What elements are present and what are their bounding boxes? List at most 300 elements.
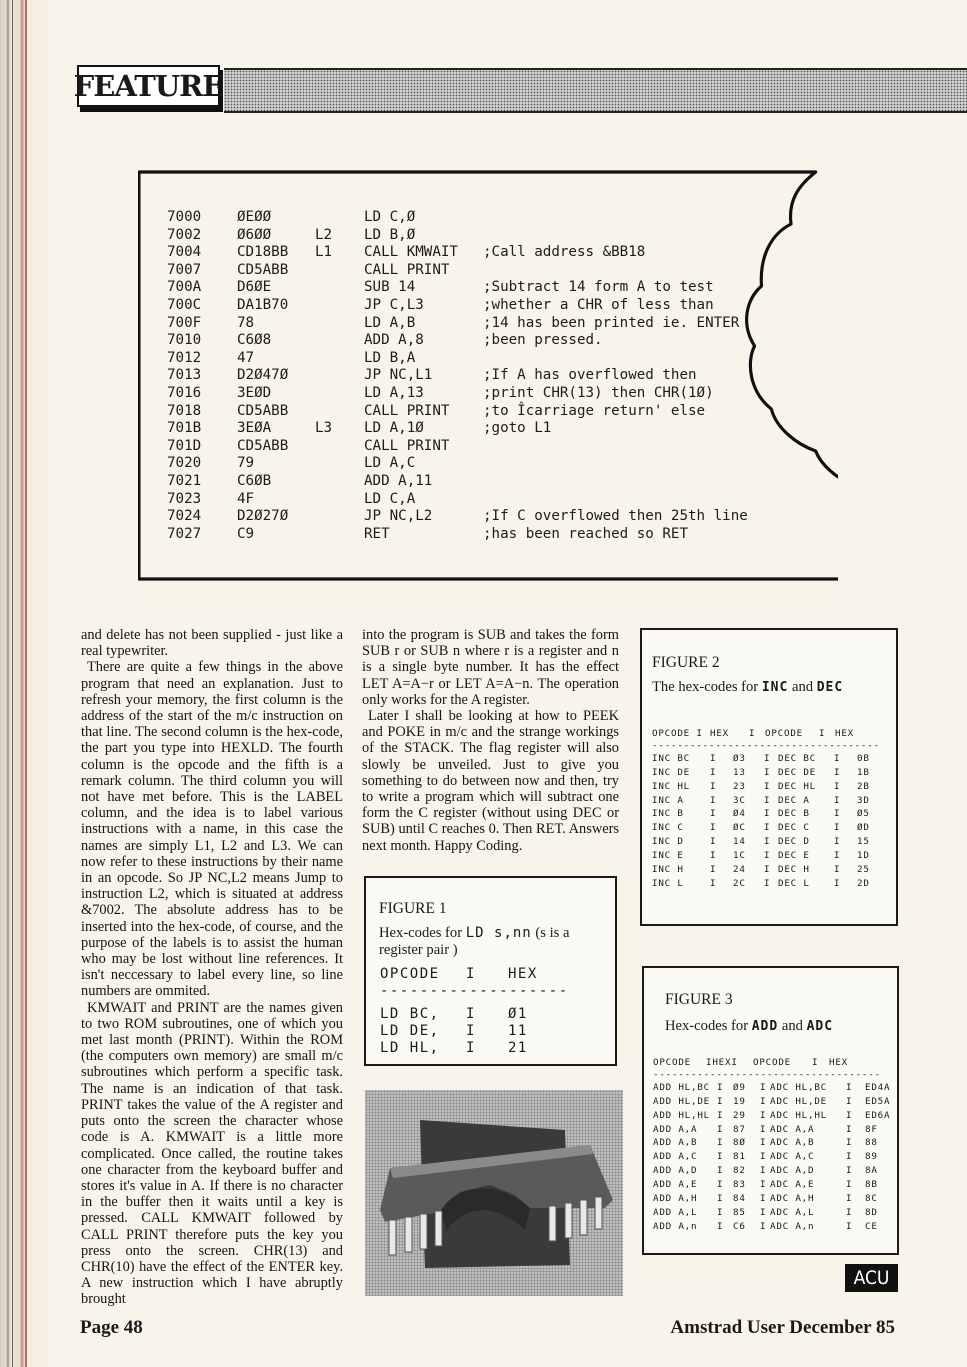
hex-cell: 13 [733,766,746,778]
hex-cell: 8D [865,1206,878,1218]
opcode-cell: DEC H [778,864,810,876]
code-address: 7012 [167,349,202,366]
code-opcode: LD A,B [364,314,416,331]
opcode-cell: ADD A,A [653,1123,698,1135]
opcode-cell: ADD A,D [653,1165,698,1177]
publication-footer: Amstrad User December 85 [670,1317,895,1338]
opcode-cell: DEC D [778,836,810,848]
code-hex: 4F [237,490,255,507]
code-hex: CD5ABB [237,261,289,278]
chip-drawing [365,1090,623,1296]
table-row [652,794,888,808]
column-header: I [749,728,756,739]
hex-cell: Ø3 [733,752,746,764]
code-opcode: LD C,Ø [364,209,416,225]
separator-cell: I [834,877,841,889]
hex-cell: 24 [733,864,746,876]
separator-cell: I [846,1151,853,1163]
separator-cell: I [764,850,771,862]
opcode-cell: ADD A,n [653,1220,698,1232]
separator-cell: I [466,1023,476,1039]
code-address: 7018 [167,402,202,419]
opcode-cell: LD BC, [380,1006,440,1022]
separator-cell: I [710,752,717,764]
caption-code: DEC [816,680,844,695]
hex-cell: 25 [857,864,870,876]
table-row [380,1023,570,1040]
table-row [652,780,888,794]
figure-caption [379,925,604,959]
separator-cell: I [710,766,717,778]
code-address: 700C [167,296,202,313]
separator-cell: I [834,780,841,792]
separator-cell: I [760,1220,767,1232]
paragraph: into the program is SUB and takes the form SUB r or SUB n where r is a register and n is a single byte number. It has the effect LET A=A−r or LET A=A−n. The operation only works for the A register. [362,627,619,708]
separator-cell: I [760,1165,767,1177]
code-address: 7023 [167,490,202,507]
separator-cell: I [717,1109,724,1121]
hex-cell: 8F [865,1123,878,1135]
opcode-cell: ADC A,A [770,1123,815,1135]
opcode-cell: ADC A,H [770,1193,815,1205]
code-remark: ;whether a CHR of less than [483,296,714,313]
hex-cell: 19 [733,1095,746,1107]
code-address: 7021 [167,472,202,489]
code-opcode: LD C,A [364,490,416,507]
column-header: OPCODE [753,1057,791,1068]
separator-cell: I [764,794,771,806]
code-remark: ;Call address &BB18 [483,244,646,261]
hex-cell: 3D [857,794,870,806]
figure-title: FIGURE 2 [652,654,720,671]
separator-cell: I [764,836,771,848]
column-header: OPCODE [653,1057,691,1068]
separator-cell: I [834,850,841,862]
table-row [653,1220,889,1234]
code-remark: ;Subtract 14 form A to test [483,279,714,296]
table-row [653,1136,889,1150]
code-opcode: CALL PRINT [364,402,450,419]
opcode-cell: DEC C [778,822,810,834]
table-row [652,821,888,835]
table-row [652,877,888,891]
figure-3 [642,966,899,1255]
opcode-cell: ADC HL,BC [770,1081,827,1093]
opcode-cell: ADD A,L [653,1206,698,1218]
hex-cell: CE [865,1220,878,1232]
figure-2 [640,628,898,926]
code-hex: CD5ABB [237,437,289,454]
opcode-cell: INC B [652,808,684,820]
opcode-cell: ADC HL,DE [770,1095,827,1107]
code-remark: ;has been reached so RET [483,525,688,542]
hex-cell: ED6A [865,1109,891,1121]
table-row [652,807,888,821]
table-row [653,1178,889,1192]
column-header: HEX [508,966,538,982]
table-row [653,1164,889,1178]
separator-cell: I [760,1123,767,1135]
separator-cell: I [834,864,841,876]
table-header [653,1056,889,1070]
opcode-cell: ADD A,E [653,1179,698,1191]
hex-cell: Ø4 [733,808,746,820]
opcode-cell: ADD A,H [653,1193,698,1205]
section-header-band [224,68,967,113]
separator-cell: I [834,794,841,806]
opcode-cell: ADD HL,DE [653,1095,710,1107]
hex-cell: 21 [508,1040,528,1056]
separator-cell: I [764,766,771,778]
separator-cell: I [717,1179,724,1191]
binding-line [25,0,27,1367]
hex-cell: ED5A [865,1095,891,1107]
code-address: 7007 [167,261,202,278]
separator-cell: I [710,780,717,792]
code-opcode: LD A,C [364,455,416,472]
opcode-cell: ADC A,n [770,1220,815,1232]
code-hex: Ø6ØØ [237,226,272,243]
column-header: I [819,728,826,739]
code-hex: 79 [237,455,255,472]
code-opcode: CALL KMWAIT [364,244,458,261]
opcode-cell: ADD HL,HL [653,1109,710,1121]
hex-cell: ED4A [865,1081,891,1093]
separator-cell: I [764,877,771,889]
opcode-cell: DEC HL [778,780,816,792]
separator-cell: I [466,1006,476,1022]
hex-cell: 8C [865,1193,878,1205]
caption-code: ADC [806,1019,834,1034]
hex-cell: 85 [733,1206,746,1218]
opcode-cell: DEC E [778,850,810,862]
column-header: OPCODE [380,966,440,982]
section-label-text: FEATURE [73,69,224,103]
hex-cell: ØC [733,822,746,834]
separator-cell: I [717,1123,724,1135]
hex-cell: 8A [865,1165,878,1177]
figure-1 [364,876,617,1066]
code-remark: ;If C overflowed then 25th line [483,508,748,525]
opcode-cell: INC D [652,836,684,848]
code-opcode: JP C,L3 [364,296,424,313]
table-row [380,1006,570,1023]
code-remark: ;goto L1 [483,420,552,437]
opcode-cell: DEC A [778,794,810,806]
opcode-cell: DEC DE [778,766,816,778]
hex-cell: C6 [733,1220,746,1232]
code-address: 7002 [167,226,202,243]
separator-cell: I [834,836,841,848]
separator-cell: I [760,1179,767,1191]
code-hex: 78 [237,314,255,331]
opcode-cell: ADD A,C [653,1151,698,1163]
opcode-cell: INC H [652,864,684,876]
publisher-badge: ACU [845,1264,898,1292]
code-hex: DA1B70 [237,296,289,313]
hex-cell: 2B [857,780,870,792]
separator-cell: I [717,1220,724,1232]
code-address: 700F [167,314,202,331]
caption-code: ADD [751,1019,779,1034]
code-opcode: ADD A,11 [364,472,433,489]
figure-title: FIGURE 3 [665,991,733,1008]
column-header: I [812,1057,819,1068]
table-divider: ------------------- [380,983,569,999]
code-hex: D6ØE [237,279,272,296]
opcode-cell: INC A [652,794,684,806]
separator-cell: I [764,822,771,834]
caption-text: (s is a register pair ) [379,925,570,958]
code-opcode: LD A,13 [364,384,424,401]
separator-cell: I [710,808,717,820]
caption-text: and [781,1018,803,1034]
code-address: 7010 [167,332,202,349]
separator-cell: I [764,780,771,792]
code-opcode: LD B,A [364,349,416,366]
figure-2-table [652,727,888,891]
code-hex: D2Ø47Ø [237,367,289,384]
caption-text: The hex-codes for [652,679,759,695]
code-hex: C9 [237,525,255,542]
separator-cell: I [466,1040,476,1056]
code-address: 7024 [167,508,202,525]
opcode-cell: DEC L [778,877,810,889]
table-row [653,1081,889,1095]
code-opcode: SUB 14 [364,279,416,296]
code-label: L1 [315,244,333,261]
opcode-cell: DEC BC [778,752,816,764]
code-hex: 3EØD [237,384,272,401]
code-address: 7027 [167,525,202,542]
separator-cell: I [710,864,717,876]
code-hex: CD18BB [237,244,289,261]
table-header [380,966,570,983]
separator-cell: I [846,1109,853,1121]
table-row [653,1109,889,1123]
code-opcode: LD B,Ø [364,226,416,243]
table-row [652,863,888,877]
hex-cell: ØD [857,822,870,834]
hex-cell: 8Ø [733,1137,746,1149]
code-opcode: CALL PRINT [364,261,450,278]
figure-caption [652,679,892,696]
caption-text: Hex-codes for [379,925,463,941]
hex-cell: Ø5 [857,808,870,820]
hex-cell: 89 [865,1151,878,1163]
opcode-cell: ADC HL,HL [770,1109,827,1121]
hex-cell: 14 [733,836,746,848]
table-row [653,1206,889,1220]
caption-code: LD s,nn [465,925,532,941]
table-divider: ------------------------------------ [653,1069,881,1080]
code-hex: 3EØA [237,420,272,437]
hex-cell: 83 [733,1179,746,1191]
page-binding-edge [0,0,52,1367]
hex-cell: 1D [857,850,870,862]
caption-text: and [791,679,814,695]
code-remark: ;been pressed. [483,332,603,349]
code-opcode: RET [364,525,390,542]
opcode-cell: INC L [652,877,684,889]
hex-cell: 0B [857,752,870,764]
code-label: L2 [315,226,333,243]
table-row [652,766,888,780]
table-row [652,752,888,766]
opcode-cell: INC E [652,850,684,862]
separator-cell: I [717,1165,724,1177]
separator-cell: I [846,1206,853,1218]
code-opcode: JP NC,L1 [364,367,433,384]
column-header: IHEXI [706,1057,738,1068]
opcode-cell: INC C [652,822,684,834]
code-label: L3 [315,420,333,437]
opcode-cell: INC HL [652,780,690,792]
code-address: 701D [167,437,202,454]
hex-cell: 1C [733,850,746,862]
separator-cell: I [760,1095,767,1107]
separator-cell: I [717,1081,724,1093]
code-hex: ØEØØ [237,209,272,225]
separator-cell: I [764,808,771,820]
opcode-cell: DEC B [778,808,810,820]
table-row [652,835,888,849]
section-label [73,65,224,107]
separator-cell: I [717,1151,724,1163]
paragraph: There are quite a few things in the above program that need an explanation. Just to refresh your memory, the first column is the address of the start of the m/c instruction on that line. The second column is the hex-code, the part you type into HEXLD. The fourth column is the opcode and the fifth is a remark column. The third column you will not have met before. This is the LABEL column, and the idea is to label various instructions with a name, in this case the names are simply L1, L2 and L3. We can now refer to these instructions by their name in an opcode. So JP NC,L2 means Jump to instruction L2, which is situated at address &7002. The absolute address has to be inserted into the hex-code, of course, and the purpose of the labels is to assist the human who may be lost without line references. It isn't neccessary to label every line, so line numbers are ommited. [81,659,343,1000]
code-address: 7000 [167,209,202,225]
paragraph: Later I shall be looking at how to PEEK and POKE in m/c and the strange workings of the STACK. The flag register will also slowly be unveiled. Just to give you something to do between now and then, try to write a program which will subtract one form the C register (without using DEC or SUB) until C reaches 0. Then RET. Answers next month. Happy Coding. [362,708,619,854]
separator-cell: I [834,808,841,820]
code-address: 7020 [167,455,202,472]
code-opcode: ADD A,8 [364,332,424,349]
paragraph: KMWAIT and PRINT are the names given to two ROM subroutines, one of which you met last month (PRINT). Within the ROM (the computers own memory) are small m/c subroutines which perform a specific task. The name is an indication of that task. PRINT takes the value of the A register and puts onto the screen the character whose code is A. KMWAIT is a little more complicated. Once called, the routine takes one character from the keyboard buffer and stores it's value in A. If there is no character in the buffer then it waits until a key is pressed. CALL KMWAIT followed by CALL PRINT therefore puts the key you press onto the screen. CHR(13) and CHR(10) have the effect of the ENTER key. A new instruction which I have abruptly brought [81,999,343,1308]
table-row [653,1123,889,1137]
separator-cell: I [834,766,841,778]
separator-cell: I [717,1137,724,1149]
code-hex: C6Ø8 [237,332,272,349]
column-header: OPCODE [765,728,803,739]
caption-code: INC [761,680,789,695]
column-header: HEX [835,728,854,739]
code-opcode: JP NC,L2 [364,508,433,525]
binding-line [12,0,13,1367]
opcode-cell: LD DE, [380,1023,440,1039]
opcode-cell: ADD A,B [653,1137,698,1149]
hex-cell: 8B [865,1179,878,1191]
hex-cell: 88 [865,1137,878,1149]
figure-3-rows [653,1081,889,1234]
hex-cell: 15 [857,836,870,848]
article-column-2 [362,627,619,854]
column-header: HEX [829,1057,848,1068]
separator-cell: I [846,1081,853,1093]
opcode-cell: INC BC [652,752,690,764]
code-address: 7013 [167,367,202,384]
hex-cell: 81 [733,1151,746,1163]
page-number: Page 48 [80,1317,143,1338]
code-address: 7004 [167,244,202,261]
code-address: 7016 [167,384,202,401]
code-remark: ;14 has been printed ie. ENTER [483,314,740,331]
table-row [380,1040,570,1057]
hex-cell: Ø9 [733,1081,746,1093]
opcode-cell: LD HL, [380,1040,440,1056]
separator-cell: I [717,1095,724,1107]
table-row [652,849,888,863]
hex-cell: 87 [733,1123,746,1135]
code-hex: 47 [237,349,255,366]
separator-cell: I [834,822,841,834]
code-hex: CD5ABB [237,402,289,419]
column-header: OPCODE I [652,728,703,739]
hex-cell: 2C [733,877,746,889]
opcode-cell: ADD HL,BC [653,1081,710,1093]
separator-cell: I [846,1165,853,1177]
separator-cell: I [846,1123,853,1135]
table-divider: ------------------------------------ [652,740,880,751]
separator-cell: I [760,1109,767,1121]
article-column-1 [81,627,343,1308]
column-header: HEX [710,728,729,739]
hex-cell: 11 [508,1023,528,1039]
code-opcode: LD A,1Ø [364,420,424,437]
hex-cell: 23 [733,780,746,792]
code-hex: D2Ø27Ø [237,508,289,525]
separator-cell: I [710,850,717,862]
hex-cell: Ø1 [508,1006,528,1022]
separator-cell: I [710,877,717,889]
code-opcode: CALL PRINT [364,437,450,454]
hex-cell: 3C [733,794,746,806]
code-remark: ;If A has overflowed then [483,367,697,384]
separator-cell: I [834,752,841,764]
separator-cell: I [764,752,771,764]
separator-cell: I [764,864,771,876]
opcode-cell: ADC A,L [770,1206,815,1218]
figure-caption [665,1018,895,1035]
figure-title: FIGURE 1 [379,900,447,917]
code-address: 700A [167,279,202,296]
separator-cell: I [717,1193,724,1205]
column-header: I [466,966,476,982]
hex-cell: 82 [733,1165,746,1177]
paragraph: and delete has not been supplied - just like a real typewriter. [81,627,343,660]
code-address: 701B [167,420,202,437]
table-header [652,727,888,741]
separator-cell: I [846,1137,853,1149]
separator-cell: I [710,822,717,834]
separator-cell: I [760,1193,767,1205]
separator-cell: I [760,1081,767,1093]
hex-cell: 2D [857,877,870,889]
hex-cell: 84 [733,1193,746,1205]
separator-cell: I [760,1137,767,1149]
separator-cell: I [846,1220,853,1232]
code-hex: C6ØB [237,472,272,489]
separator-cell: I [846,1179,853,1191]
separator-cell: I [846,1095,853,1107]
separator-cell: I [846,1193,853,1205]
code-remark: ;to Îcarriage return' else [483,402,706,419]
chip-illustration [365,1090,623,1296]
figure-1-table [380,966,570,1057]
separator-cell: I [760,1151,767,1163]
table-row [653,1095,889,1109]
opcode-cell: ADC A,C [770,1151,815,1163]
hex-cell: 29 [733,1109,746,1121]
caption-text: Hex-codes for [665,1018,749,1034]
